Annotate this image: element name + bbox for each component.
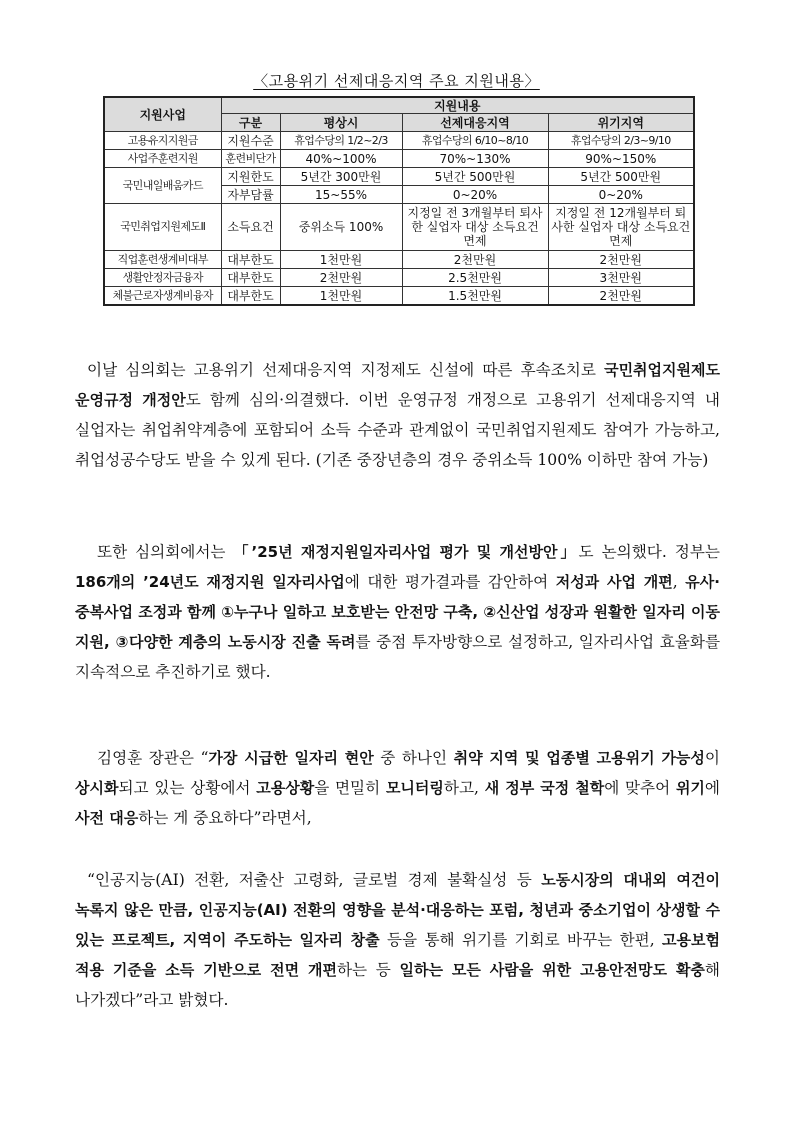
table-row — [104, 204, 694, 251]
cell-crisis: 2천만원 — [548, 251, 694, 269]
header-program: 지원사업 — [104, 97, 221, 132]
table-row — [104, 168, 694, 186]
cell-program: 고용유지지원금 — [104, 132, 221, 150]
cell-normal: 2천만원 — [280, 269, 402, 287]
table-row — [104, 132, 694, 150]
header-crisis: 위기지역 — [548, 114, 694, 132]
cell-program: 직업훈련생계비대부 — [104, 251, 221, 269]
cell-program: 사업주훈련지원 — [104, 150, 221, 168]
cell-preemptive: 지정일 전 3개월부터 퇴사한 실업자 대상 소득요건 면제 — [402, 204, 548, 251]
cell-normal: 휴업수당의 1/2~2/3 — [280, 132, 402, 150]
cell-crisis: 지정일 전 12개월부터 퇴사한 실업자 대상 소득요건 면제 — [548, 204, 694, 251]
header-preemptive: 선제대응지역 — [402, 114, 548, 132]
cell-crisis: 휴업수당의 2/3~9/10 — [548, 132, 694, 150]
header-category: 구분 — [221, 114, 280, 132]
cell-program: 국민취업지원제도Ⅱ — [104, 204, 221, 251]
cell-crisis: 90%~150% — [548, 150, 694, 168]
cell-preemptive: 0~20% — [402, 186, 548, 204]
table-title-text: 〈고용위기 선제대응지역 주요 지원내용〉 — [253, 72, 540, 90]
cell-preemptive: 1.5천만원 — [402, 287, 548, 306]
table-title — [0, 70, 793, 91]
cell-category: 대부한도 — [221, 287, 280, 306]
cell-category: 지원한도 — [221, 168, 280, 186]
paragraph-minister-quote: “인공지능(AI) 전환, 저출산 고령화, 글로벌 경제 불확실성 등 노동시장의 대내외 여건이 녹록지 않은 만큼, 인공지능(AI) 전환의 영향을 분석·대응하는 포럼, 청년과 중소기업이 상생할 수 있는 프로젝트, 지역이 주도하는 일자리 창출 등을 통해 위기를 기회로 바꾸는 한편, 고용보험 적용 기준을 소득 기반으로 전면 개편하는 등 일하는 모든 사람을 위한 고용안전망도 확충해 나가겠다”라고 밝혔다. — [75, 871, 720, 1009]
cell-crisis: 3천만원 — [548, 269, 694, 287]
cell-preemptive: 70%~130% — [402, 150, 548, 168]
cell-normal: 15~55% — [280, 186, 402, 204]
header-support: 지원내용 — [221, 97, 694, 114]
table-header-row — [104, 97, 694, 114]
cell-normal: 40%~100% — [280, 150, 402, 168]
cell-normal: 1천만원 — [280, 287, 402, 306]
cell-normal: 중위소득 100% — [280, 204, 402, 251]
cell-program: 체불근로자생계비융자 — [104, 287, 221, 306]
cell-crisis: 2천만원 — [548, 287, 694, 306]
cell-preemptive: 5년간 500만원 — [402, 168, 548, 186]
cell-category: 소득요건 — [221, 204, 280, 251]
cell-program: 생활안정자금융자 — [104, 269, 221, 287]
header-normal: 평상시 — [280, 114, 402, 132]
table-row — [104, 269, 694, 287]
cell-category: 자부담률 — [221, 186, 280, 204]
support-table — [103, 96, 695, 306]
paragraph-minister-remarks: 김영훈 장관은 “가장 시급한 일자리 현안 중 하나인 취약 지역 및 업종별 고용위기 가능성이 상시화되고 있는 상황에서 고용상황을 면밀히 모니터링하고, 새 정부 국정 철학에 맞추어 위기에 사전 대응하는 게 중요하다”라면서, — [75, 749, 720, 827]
cell-category: 대부한도 — [221, 251, 280, 269]
cell-preemptive: 휴업수당의 6/10~8/10 — [402, 132, 548, 150]
cell-category: 대부한도 — [221, 269, 280, 287]
paragraph-job-program-evaluation: 또한 심의회에서는 「’25년 재정지원일자리사업 평가 및 개선방안」도 논의했다. 정부는 186개의 ’24년도 재정지원 일자리사업에 대한 평가결과를 감안하여 저성과 사업 개편, 유사·중복사업 조정과 함께 ①누구나 일하고 보호받는 안전망 구축, ②신산업 성장과 원활한 일자리 이동 지원, ③다양한 계층의 노동시장 진출 독려를 중점 투자방향으로 설정하고, 일자리사업 효율화를 지속적으로 추진하기로 했다. — [75, 543, 721, 681]
cell-preemptive: 2.5천만원 — [402, 269, 548, 287]
table-row — [104, 150, 694, 168]
cell-crisis: 0~20% — [548, 186, 694, 204]
table-row — [104, 287, 694, 306]
cell-crisis: 5년간 500만원 — [548, 168, 694, 186]
cell-program: 국민내일배움카드 — [104, 168, 221, 204]
cell-category: 훈련비단가 — [221, 150, 280, 168]
cell-preemptive: 2천만원 — [402, 251, 548, 269]
cell-normal: 5년간 300만원 — [280, 168, 402, 186]
cell-normal: 1천만원 — [280, 251, 402, 269]
cell-category: 지원수준 — [221, 132, 280, 150]
paragraph-council-resolution: 이날 심의회는 고용위기 선제대응지역 지정제도 신설에 따른 후속조치로 국민취업지원제도 운영규정 개정안도 함께 심의·의결했다. 이번 운영규정 개정으로 고용위기 선제대응지역 내 실업자는 취업취약계층에 포함되어 소득 수준과 관계없이 국민취업지원제도 참여가 가능하고, 취업성공수당도 받을 수 있게 된다. (기존 중장년층의 경우 중위소득 100% 이하만 참여 가능) — [75, 361, 720, 469]
table-row — [104, 251, 694, 269]
